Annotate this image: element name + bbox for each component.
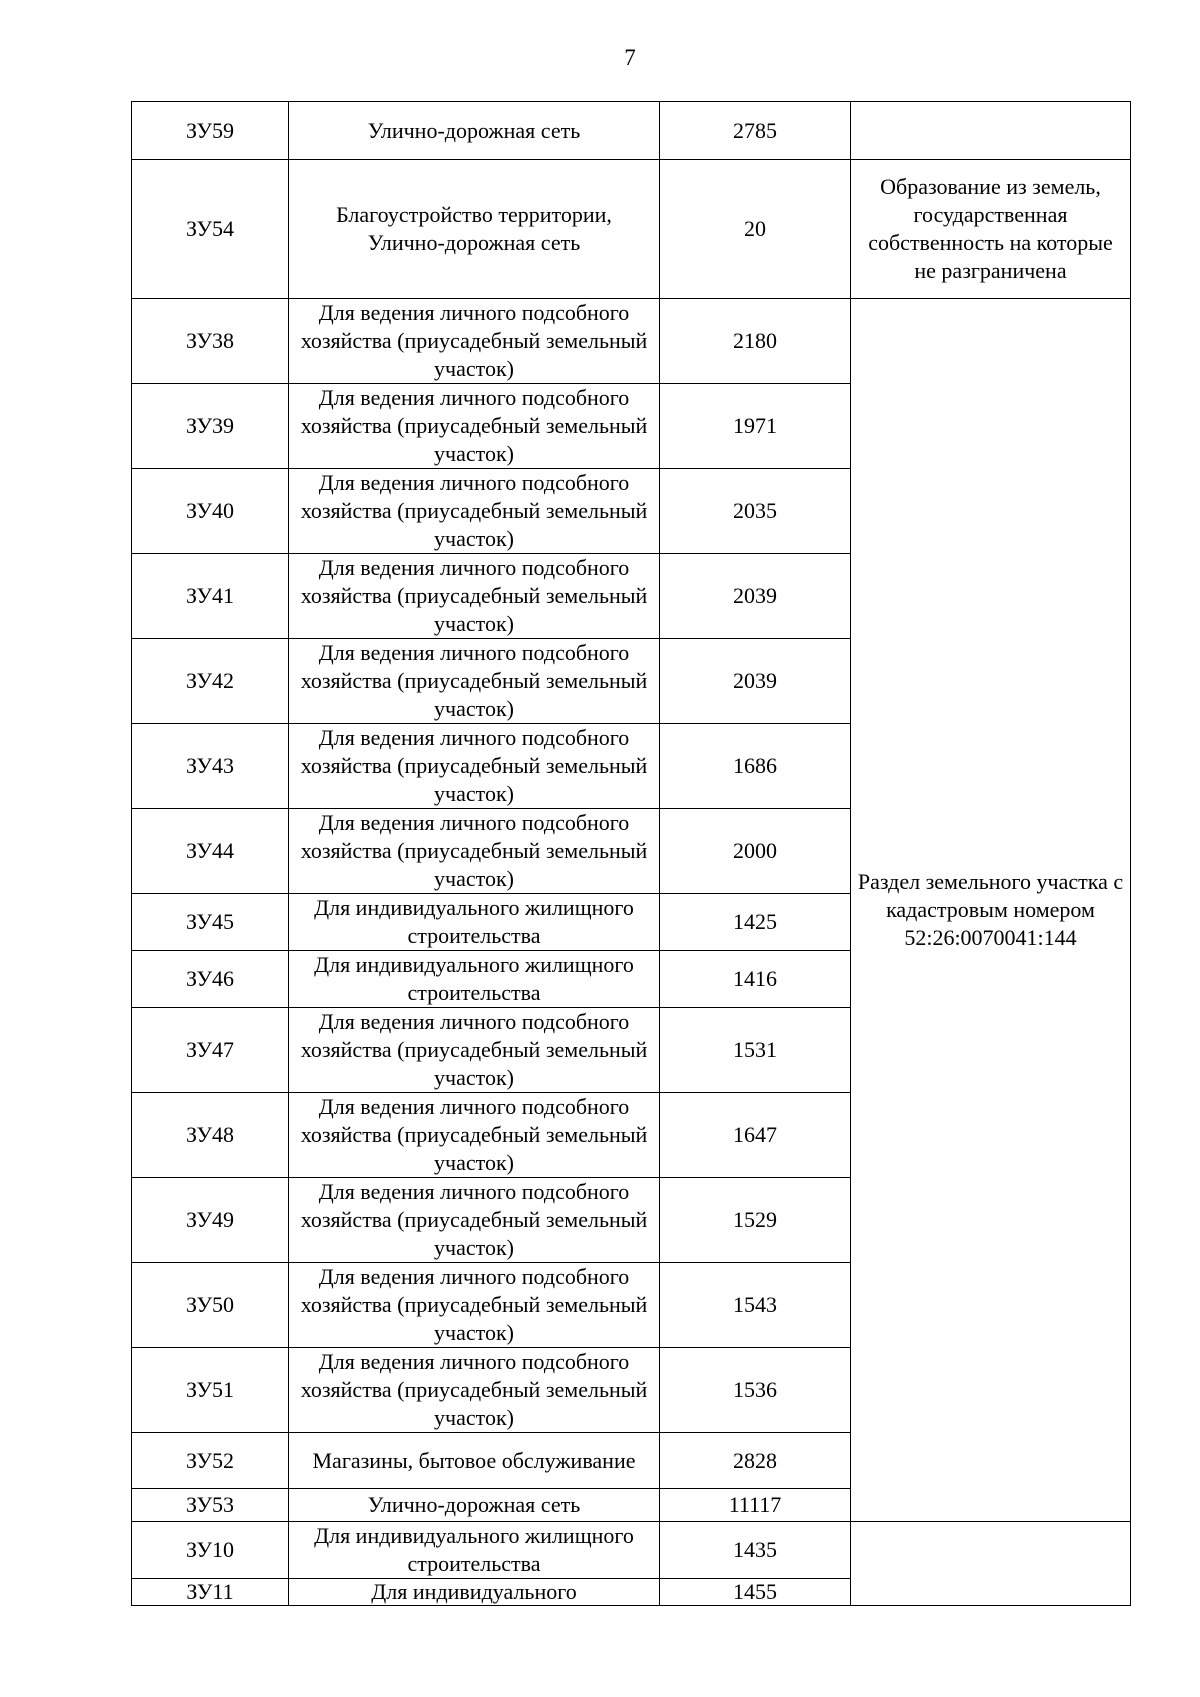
plot-id: ЗУ51 (132, 1348, 289, 1433)
plot-area: 1647 (660, 1093, 851, 1178)
plot-use: Благоустройство территории, Улично-дорожная сеть (289, 160, 660, 299)
plot-use: Для ведения личного подсобного хозяйства (приусадебный земельный участок) (289, 469, 660, 554)
plot-use: Улично-дорожная сеть (289, 102, 660, 160)
plot-area: 11117 (660, 1489, 851, 1522)
plot-use: Для ведения личного подсобного хозяйства (приусадебный земельный участок) (289, 1093, 660, 1178)
plot-area: 1416 (660, 951, 851, 1008)
plot-id: ЗУ11 (132, 1579, 289, 1606)
plot-id: ЗУ44 (132, 809, 289, 894)
plot-id: ЗУ38 (132, 299, 289, 384)
plot-area: 1435 (660, 1522, 851, 1579)
plot-area: 1971 (660, 384, 851, 469)
plot-note-merged: Раздел земельного участка с кадастровым номером 52:26:0070041:144 (851, 299, 1131, 1522)
plot-use: Для ведения личного подсобного хозяйства (приусадебный земельный участок) (289, 299, 660, 384)
page-number: 7 (624, 45, 636, 70)
plot-id: ЗУ41 (132, 554, 289, 639)
plot-id: ЗУ46 (132, 951, 289, 1008)
plot-note: Образование из земель, государственная собственность на которые не разграничена (851, 160, 1131, 299)
plot-use: Для ведения личного подсобного хозяйства (приусадебный земельный участок) (289, 1263, 660, 1348)
plot-id: ЗУ54 (132, 160, 289, 299)
plot-id: ЗУ50 (132, 1263, 289, 1348)
plot-area: 2785 (660, 102, 851, 160)
plot-use: Для индивидуального жилищного строительства (289, 1522, 660, 1579)
plot-use: Магазины, бытовое обслуживание (289, 1433, 660, 1489)
plot-id: ЗУ45 (132, 894, 289, 951)
plot-use: Улично-дорожная сеть (289, 1489, 660, 1522)
table-row (132, 1522, 1131, 1579)
plot-area: 20 (660, 160, 851, 299)
plot-area: 1686 (660, 724, 851, 809)
plot-use: Для ведения личного подсобного хозяйства (приусадебный земельный участок) (289, 1008, 660, 1093)
plot-use: Для ведения личного подсобного хозяйства (приусадебный земельный участок) (289, 1348, 660, 1433)
plot-use: Для ведения личного подсобного хозяйства (приусадебный земельный участок) (289, 384, 660, 469)
plot-area: 1425 (660, 894, 851, 951)
plot-area: 1529 (660, 1178, 851, 1263)
table-row (132, 160, 1131, 299)
plot-use: Для индивидуального (289, 1579, 660, 1606)
plot-note (851, 1522, 1131, 1606)
plot-area: 1455 (660, 1579, 851, 1606)
plot-area: 2180 (660, 299, 851, 384)
plot-id: ЗУ42 (132, 639, 289, 724)
table-row (132, 102, 1131, 160)
plot-area: 2828 (660, 1433, 851, 1489)
plot-area: 1531 (660, 1008, 851, 1093)
plot-use: Для ведения личного подсобного хозяйства (приусадебный земельный участок) (289, 1178, 660, 1263)
land-plots-table (131, 101, 1131, 1606)
plot-id: ЗУ39 (132, 384, 289, 469)
plot-area: 2039 (660, 554, 851, 639)
plot-area: 2035 (660, 469, 851, 554)
plot-id: ЗУ10 (132, 1522, 289, 1579)
plot-id: ЗУ49 (132, 1178, 289, 1263)
table-row (132, 299, 1131, 384)
plot-use: Для ведения личного подсобного хозяйства (приусадебный земельный участок) (289, 809, 660, 894)
plot-id: ЗУ52 (132, 1433, 289, 1489)
plot-area: 2000 (660, 809, 851, 894)
plot-use: Для ведения личного подсобного хозяйства (приусадебный земельный участок) (289, 554, 660, 639)
plot-use: Для индивидуального жилищного строительства (289, 951, 660, 1008)
plot-area: 2039 (660, 639, 851, 724)
plot-use: Для ведения личного подсобного хозяйства (приусадебный земельный участок) (289, 639, 660, 724)
plot-id: ЗУ43 (132, 724, 289, 809)
plot-id: ЗУ48 (132, 1093, 289, 1178)
plot-area: 1543 (660, 1263, 851, 1348)
plot-area: 1536 (660, 1348, 851, 1433)
plot-use: Для ведения личного подсобного хозяйства (приусадебный земельный участок) (289, 724, 660, 809)
plot-id: ЗУ59 (132, 102, 289, 160)
plot-note (851, 102, 1131, 160)
plot-id: ЗУ40 (132, 469, 289, 554)
plot-use: Для индивидуального жилищного строительства (289, 894, 660, 951)
plot-id: ЗУ53 (132, 1489, 289, 1522)
plot-id: ЗУ47 (132, 1008, 289, 1093)
